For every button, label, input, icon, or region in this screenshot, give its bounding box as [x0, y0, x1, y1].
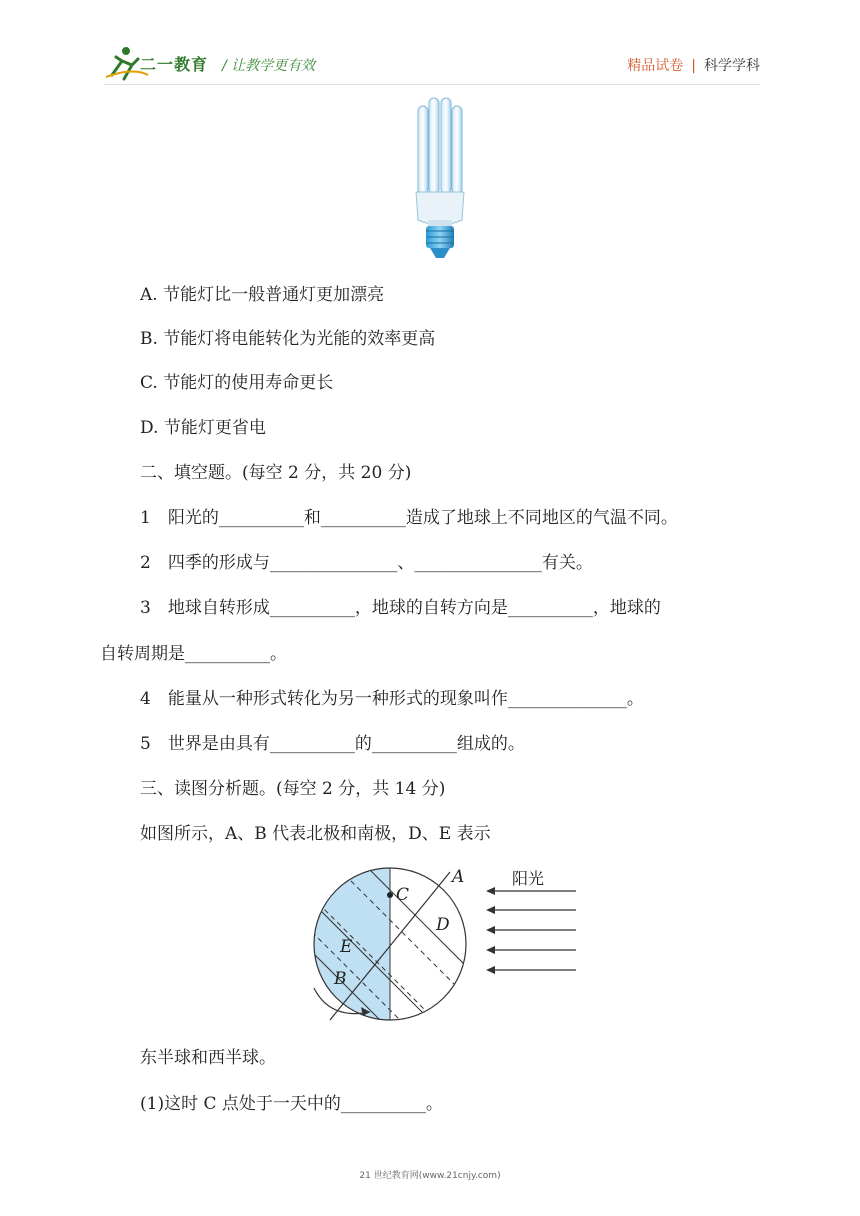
sunlight-arrows [488, 891, 576, 970]
fill-question-1: 1 阳光的__________和__________造成了地球上不同地区的气温不同。 [140, 508, 678, 528]
section3-heading: 三、读图分析题。(每空 2 分，共 14 分) [140, 779, 446, 799]
fill-question-2: 2 四季的形成与_______________、_______________有关。 [140, 553, 593, 573]
point-c-marker [387, 892, 393, 898]
page-footer: 21 世纪教育网(www.21cnjy.com) [359, 1171, 501, 1181]
label-e: E [340, 937, 353, 957]
page-header [0, 0, 860, 90]
header-separator: | [691, 58, 696, 74]
option-a: A. 节能灯比一般普通灯更加漂亮 [140, 285, 385, 305]
energy-saving-bulb-image [412, 92, 468, 262]
logo-text: 二一教育 [140, 55, 209, 74]
header-right [627, 55, 760, 75]
fill-question-4: 4 能量从一种形式转化为另一种形式的现象叫作______________。 [140, 689, 644, 709]
analysis-question-1: (1)这时 C 点处于一天中的__________。 [140, 1094, 443, 1114]
label-c: C [396, 885, 410, 905]
option-b: B. 节能灯将电能转化为光能的效率更高 [140, 329, 436, 349]
header-slogan: / 让教学更有效 [222, 58, 316, 74]
subject-label: 科学学科 [704, 58, 760, 74]
option-c: C. 节能灯的使用寿命更长 [140, 373, 334, 393]
label-d: D [436, 915, 450, 935]
fill-question-3-line2: 自转周期是__________。 [100, 644, 287, 664]
fill-question-5: 5 世界是由具有__________的__________组成的。 [140, 734, 525, 754]
fill-question-3-line1: 3 地球自转形成__________，地球的自转方向是__________，地球的 [140, 598, 661, 618]
header-divider [104, 84, 760, 85]
section3-intro: 如图所示，A、B 代表北极和南极，D、E 表示 [140, 824, 491, 844]
sunlight-label: 阳光 [512, 869, 545, 888]
option-d: D. 节能灯更省电 [140, 418, 266, 438]
earth-sunlight-diagram [300, 860, 600, 1030]
section3-intro-continued: 东半球和西半球。 [140, 1048, 276, 1068]
label-b: B [334, 969, 347, 989]
section2-heading: 二、填空题。(每空 2 分，共 20 分) [140, 463, 412, 483]
brand-label: 精品试卷 [627, 58, 684, 74]
label-a: A [452, 867, 465, 887]
